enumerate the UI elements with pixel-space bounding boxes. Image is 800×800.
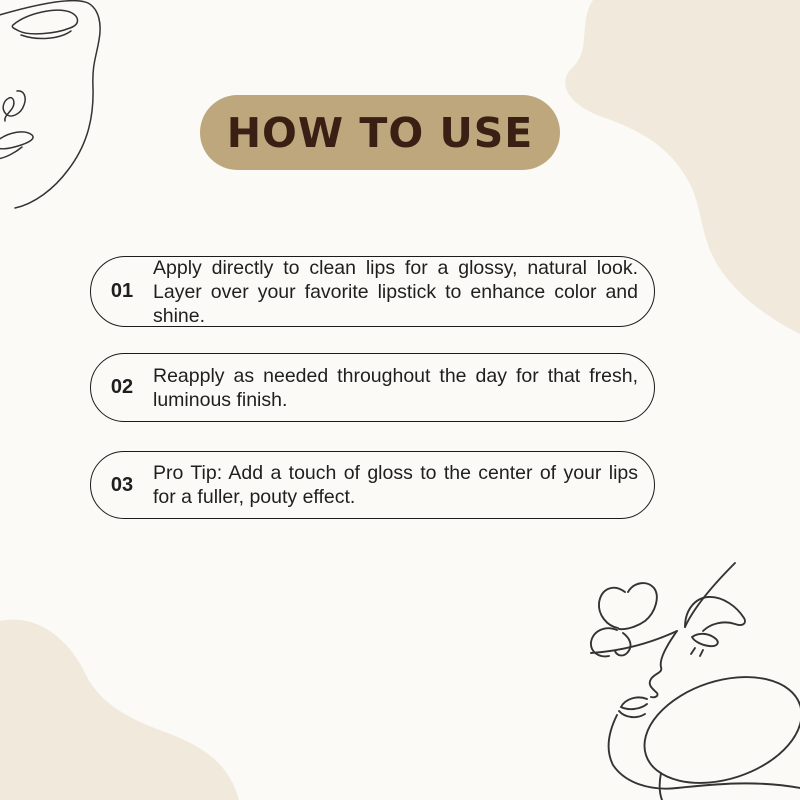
- title-pill: [200, 95, 560, 170]
- step-row-1: [90, 256, 655, 327]
- face-butterfly-line-art-bottom-right: [591, 563, 800, 800]
- step-number: 02: [110, 376, 134, 398]
- step-text: Reapply as needed throughout the day for that fresh, luminous finish.: [153, 364, 638, 411]
- beige-blob-bottom-left: [0, 620, 239, 800]
- step-number: 03: [110, 473, 134, 496]
- face-line-art-top-left: [0, 1, 100, 208]
- page-title: HOW TO USE: [226, 108, 534, 157]
- step-row-2: [90, 353, 655, 422]
- step-number: 01: [110, 280, 134, 302]
- step-text: Apply directly to clean lips for a glossy, natural look. Layer over your favorite lipstick to enhance color and shine.: [153, 256, 638, 327]
- step-row-3: [90, 451, 655, 519]
- step-text: Pro Tip: Add a touch of gloss to the center of your lips for a fuller, pouty effect.: [153, 462, 638, 508]
- butterfly-icon: [599, 588, 625, 628]
